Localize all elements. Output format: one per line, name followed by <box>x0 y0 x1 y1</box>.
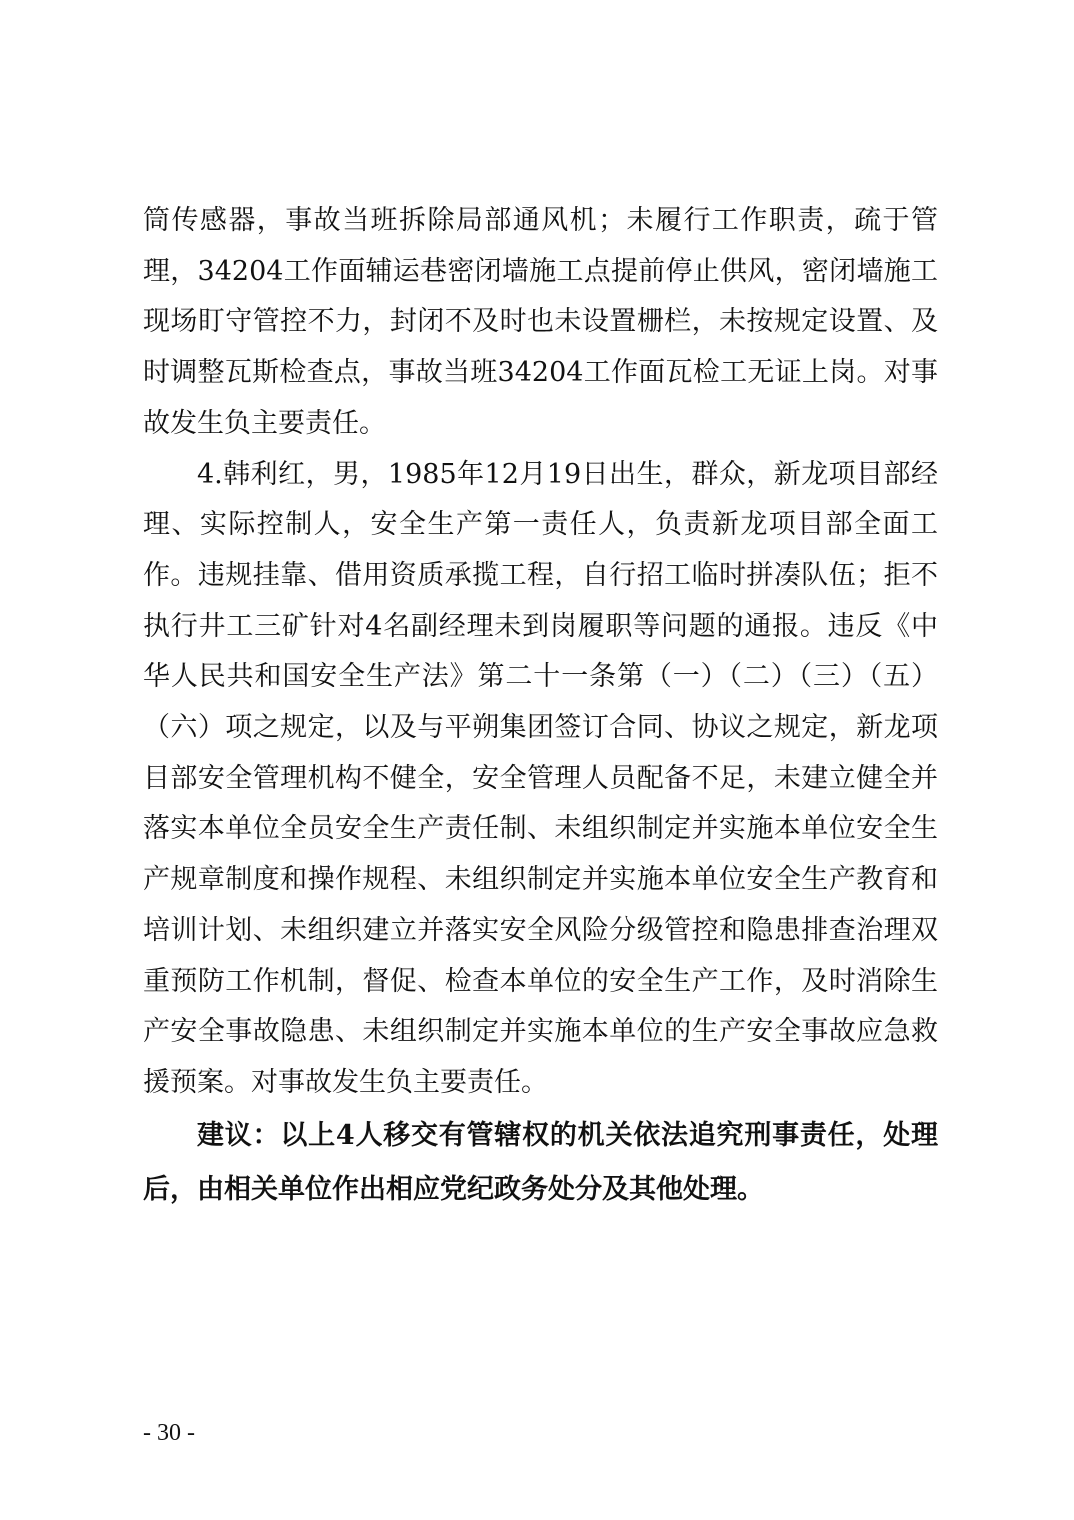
page-number: - 30 - <box>143 1420 195 1446</box>
paragraph-han-lihong: 4.韩利红，男，1985年12月19日出生，群众，新龙项目部经理、实际控制人，安全生产第一责任人，负责新龙项目部全面工作。违规挂靠、借用资质承揽工程，自行招工临时拼凑队伍；拒不执行井工三矿针对4名副经理未到岗履职等问题的通报。违反《中华人民共和国安全生产法》第二十一条第（一）（二）（三）（五）（六）项之规定，以及与平朔集团签订合同、协议之规定，新龙项目部安全管理机构不健全，安全管理人员配备不足，未建立健全并落实本单位全员安全生产责任制、未组织制定并实施本单位安全生产规章制度和操作规程、未组织制定并实施本单位安全生产教育和培训计划、未组织建立并落实安全风险分级管控和隐患排查治理双重预防工作机制，督促、检查本单位的安全生产工作，及时消除生产安全事故隐患、未组织制定并实施本单位的生产安全事故应急救援预案。对事故发生负主要责任。 <box>143 458 938 1098</box>
paragraph-recommendation: 建议：以上4人移交有管辖权的机关依法追究刑事责任，处理后，由相关单位作出相应党纪政务处分及其他处理。 <box>143 1119 938 1205</box>
paragraph-continuation: 筒传感器，事故当班拆除局部通风机；未履行工作职责，疏于管理，34204工作面辅运巷密闭墙施工点提前停止供风，密闭墙施工现场盯守管控不力，封闭不及时也未设置栅栏，未按规定设置、及时调整瓦斯检查点，事故当班34204工作面瓦检工无证上岗。对事故发生负主要责任。 <box>143 205 938 439</box>
document-body <box>143 196 938 1217</box>
